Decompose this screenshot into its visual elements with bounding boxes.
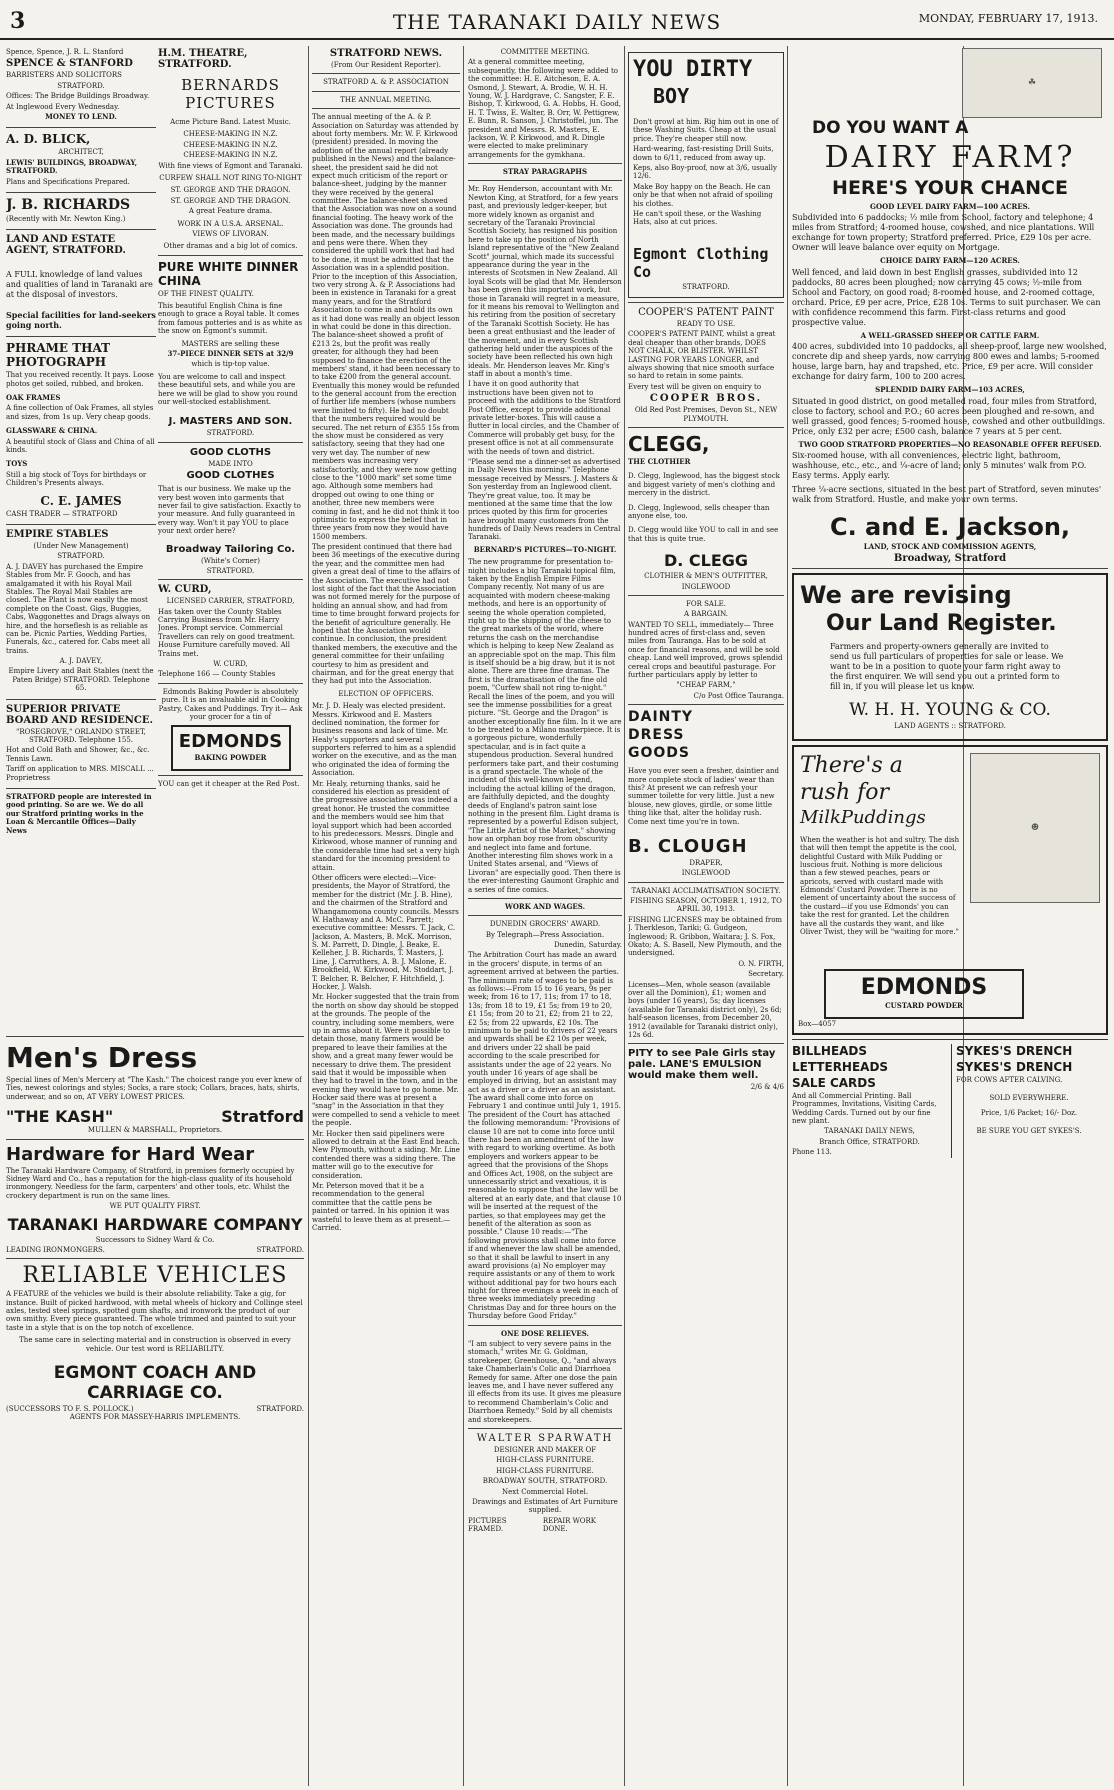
- sparwath-frames: PICTURES FRAMED.: [468, 1516, 507, 1534]
- column-3: [468, 48, 622, 1778]
- sparwath-head: WALTER SPARWATH: [476, 1432, 614, 1444]
- woman-illustration: [970, 753, 1100, 903]
- revise-head2: Our Land Register.: [826, 611, 1057, 637]
- clough-place: INGLEWOOD: [681, 869, 731, 878]
- stray-body-1: Mr. Roy Henderson, accountant with Mr. Newton King, at Stratford, for a few years past, and previously ledger-keeper, but more widely known as organist and secretary of the Taranaki Provincial Scottish Society, has resigned his position here to take up the position of North Island representative of the "New Zealand Scott" journal, which made its successful appearance during the year in the interests of Scotsmen in New Zealand. All loyal Scots will be glad that Mr. Henderson has been given this important work, but those in Taranaki will regret in a measure, for it means his removal to Wellington and his retiring from the position of secretary of the Taranaki Scottish Society. He has been a great enthusiast and the leader of the movement, and in every Scottish gathering held under the auspices of the society have been reflected his own high ideals. Mr. Henderson leaves Mr. King's staff in about a month's time.: [468, 185, 622, 379]
- masthead: [0, 0, 1114, 40]
- stray-body-2: I have it on good authority that instructions have been given not to proceed with the additions to the Stratford Post Office, except to provide additional private letter-boxes. This will cause a flutter in local circles, and the Chamber of Commerce will probably get busy, for the present office is not at all commensurate with the needs of town and district.: [468, 380, 621, 456]
- rush-body: When the weather is hot and sultry. The dish that will then tempt the appetite is the cool, delightful Custard with Milk Pudding or luscious fruit. Nothing is more delicious than a few stewed peaches, pears or apricots, served with custard made with Edmonds' Custard Powder. There is no element of uncertainty about the success of the custard—if you use Edmonds' you can take the rest for granted. Let the children have all the custards they want, and like Oliver Twist, they will be "waiting for more.": [800, 835, 960, 937]
- farm1-body: Subdivided into 6 paddocks; ½ mile from School, factory and telephone; 4 miles from Stratford; 4-roomed house, cowshed, and nice plantations. Will exchange for town property; Stratford preferred. Price, £29 10s per acre. Owner will leave balance over equity on Mortgage.: [792, 213, 1095, 253]
- clegg-body2: D. Clegg, Inglewood, sells cheaper than anyone else, too.: [628, 503, 770, 520]
- glass-head: GLASSWARE & CHINA.: [6, 426, 98, 436]
- curd-tel: Telephone 166 — County Stables: [158, 670, 276, 679]
- phrame-head: PHRAME THAT PHOTOGRAPH: [6, 341, 111, 370]
- spence-inglewood: At Inglewood Every Wednesday.: [6, 102, 120, 111]
- cloths-made: MADE INTO: [208, 459, 253, 468]
- wanted-body: WANTED TO SELL, immediately— Three hundred acres of first-class and, seven miles from Tauranga. Has to be sold at once for financial reasons, and will be sold cheap. Land well improved, grows splendid cereal crops and beautiful pasturage. For further particulars apply by letter to: [628, 620, 783, 680]
- spence-place: STRATFORD.: [57, 81, 105, 90]
- dirty-boy-body3: Keps, also Boy-proof, now at 3/6, usually 12/6.: [633, 163, 777, 181]
- curd-sig: W. CURD,: [213, 660, 248, 669]
- land-agent-body: A FULL knowledge of land values and qualities of land in Taranaki are at the disposal of investors.: [6, 270, 153, 300]
- china-sub: OF THE FINEST QUALITY.: [158, 289, 254, 298]
- cloths-body: That is our business. We make up the very best woven into garments that never fail to give satisfaction. Exactly to your measure. And fully guaranteed in every way. Won't it pay YOU to place your next order here?: [158, 485, 301, 536]
- toys-body: Still a big stock of Toys for birthdays or Children's Presents always.: [6, 470, 147, 488]
- sparwath-line: HIGH-CLASS FURNITURE.: [496, 1456, 594, 1465]
- news-body-4: Mr. Healy, returning thanks, said he considered his election as president of the progressive association was indeed a great honor. He trusted the committee and the members would see him that loyal support which had been accorded to his predecessors. Messrs. Dingle and Kirkwood, whose manner of running and the considerable time had set a very high standard for the incoming president to attain.: [312, 779, 460, 872]
- hardware-body: The Taranaki Hardware Company, of Stratford, in premises formerly occupied by Sidney Ward and Co., has a reputation for the high-class quality of its household ironmongery. Needless for the farm, carpenters' and other tools, etc. Whilst the crockery department is run on the same lines.: [6, 1166, 295, 1200]
- acme-band: Acme Picture Band. Latest Music.: [170, 118, 291, 126]
- mens-dress-body: Special lines of Men's Mercery at "The Kash." The choicest range you ever knew of Ties, newest colorings and styles; Socks, a rare stock; Collars, braces, hats, shirts, underwear, and so on, AT VERY LOWEST PRICES.: [6, 1076, 302, 1101]
- hardware-head: Hardware for Hard Wear: [6, 1143, 255, 1165]
- cooper-firm: COOPER BROS.: [649, 393, 763, 405]
- sykes1: SYKES'S DRENCH: [956, 1043, 1073, 1058]
- committee-body: At a general committee meeting, subsequently, the following were added to the committee: H. E. Aitcheson, E. A. Osmond, J. Stewart, A. Brodie, W. H. H. Young, W. J. Hardgrave, C. Sangster, F. E. Bishop, T. Kirkwood, G. A. Hobbs, H. Good, H. T. Twiss, E. Walter, B. Orr, W. Pettigrew, E. Bunn, R. Sanson, J. Christoffel, jun. The president and Messrs. R. Masters, E. Jackson, W. P. Kirkwood, and R. Dingle were elected to make preliminary arrangements for the gymkhana.: [468, 58, 622, 159]
- vehicles-agents: AGENTS FOR MASSEY-HARRIS IMPLEMENTS.: [69, 1413, 241, 1422]
- bottom-right-ads: [792, 1039, 1108, 1159]
- clegg-role: CLOTHIER & MEN'S OUTFITTER,: [644, 572, 768, 581]
- sparwath-role: DESIGNER AND MAKER OF: [493, 1445, 597, 1454]
- column-4: [628, 48, 784, 1778]
- edmonds-logo-sub: BAKING POWDER: [194, 753, 267, 763]
- news-head: STRATFORD NEWS.: [329, 48, 443, 59]
- land-agent-special: Special facilities for land-seekers going north.: [6, 310, 156, 331]
- land-agent-ad: [6, 234, 156, 330]
- dinner-sets: 37-PIECE DINNER SETS at 32/9: [167, 349, 294, 359]
- dainty-body: Have you ever seen a fresher, daintier and more complete stock of ladies' wear than this? At present we can refresh your summer toilette for very little. Just a new blouse, new gloves, girdle, or some little thing like that, alter the holiday rush. Come next time you're in town.: [628, 767, 780, 826]
- curfew-line: CURFEW SHALL NOT RING TO-NIGHT: [159, 173, 302, 182]
- blick-address: LEWIS' BUILDINGS, BROADWAY, STRATFORD.: [6, 157, 138, 176]
- committee-head: COMMITTEE MEETING.: [500, 48, 590, 56]
- edmonds-custard-logo: [824, 969, 1024, 1018]
- oak-head: OAK FRAMES: [6, 393, 61, 403]
- dairy-q2: DAIRY FARM?: [824, 140, 1076, 175]
- tiptop: which is tip-top value.: [191, 360, 270, 369]
- news-body-1: The annual meeting of the A. & P. Association on Saturday was attended by about forty members. Mr. W. F. Kirkwood (president) presided. In moving the adoption of the annual report (already published in the News) and the balance-sheet, the president said he did not expect much criticism of the report or balance-sheet, judging by the manner they were received by the general committee. The balance-sheet showed that the Association was now on a sound financial footing. The heavy work of the Association was done. The grounds had been made, and the necessary buildings and pens were there. When they considered the uphill work that had had to be done, it must be admitted that the Association was in a splendid position. Prior to the inception of this Association, two very strong A. & P. Associations had been in existence in Taranaki for a great many years, and for the Stratford Association to come in and hold its own as it had done was really an object lesson in what could be done in this direction. The balance-sheet showed a profit of £213 2s, but the profit was really greater, for although they had been supposed to finance the erection of the members' stand, it had been necessary to to take £200 from the general account. Eventually this money would be refunded to the general account from the erection of further life members (whose numbers were limited to fifty). He had no doubt that the numbers required would be secured. The net return of £355 15s from the show must be considered as very satisfactory, seeing that they had one very wet day. The number of new members was increasing very satisfactorily, and they were now getting close to the "1000 mark" set some time ago. Although some members had dropped out owing to one thing or another, three new members were coming in fast, and he did not think it too optimistic to express the belief that in three years from now they would have 1500 members.: [312, 113, 460, 541]
- cheese-line: CHEESE-MAKING IN N.Z.: [183, 151, 278, 160]
- billheads-phone: Phone 113.: [792, 1148, 832, 1157]
- news-sub: (From Our Resident Reporter).: [331, 61, 441, 69]
- james-ad: [6, 341, 156, 518]
- sykes-ad: [952, 1044, 1102, 1159]
- sykes2: SYKES'S DRENCH: [956, 1059, 1073, 1074]
- phrame-body: That you received recently. It pays. Loose photos get soiled, rubbed, and broken.: [6, 371, 154, 388]
- welcome: You are welcome to call and inspect these beautiful sets, and while you are here we will be glad to show you round our well-stocked establishment.: [158, 372, 298, 406]
- spence-names: Spence, Spence, J. R. L. Stanford: [6, 48, 124, 56]
- sparwath-next: Next Commercial Hotel.: [501, 1487, 589, 1496]
- blick-ad: [6, 132, 156, 186]
- clegg-body3: D. Clegg would like YOU to call in and see that this is quite true.: [628, 526, 779, 543]
- richards-name: J. B. RICHARDS: [6, 196, 131, 213]
- dirty-boy-body4: Make Boy happy on the Beach. He can only be that when not afraid of spoiling his clothes.: [633, 182, 773, 208]
- james-name: C. E. JAMES: [40, 493, 122, 508]
- farm4-head: SPLENDID DAIRY FARM—103 ACRES,: [875, 385, 1025, 395]
- assoc-head: STRATFORD A. & P. ASSOCIATION: [323, 78, 449, 87]
- george-line: ST. GEORGE AND THE DRAGON.: [170, 196, 291, 205]
- egmont-place: STRATFORD.: [682, 282, 730, 291]
- sparwath-repair: REPAIR WORK DONE.: [542, 1516, 597, 1534]
- bernard-body: The new programme for presentation to-night includes a big Taranaki topical film, taken by the English Empire Films Company recently. Not many of us are acquainted with modern cheese-making methods, and here is an opportunity of seeing the whole operation completed, right up to the shipping of the cheese to the great markets of the world, where returns the cash on the merchandise which is helping to keep New Zealand as an appreciable spot on the map. This film is itself should be a big draw, but it is not alone. There are three fine dramas. The first is the dramatisation of the fine old poem, "Curfew shall not ring to-night." Recall the lines of the poem, and you will see the immense possibilities for a great picture. "St. George and the Dragon" is another exceptionally fine film. In it we are to be treated to a Milano masterpiece. It is a gorgeous picture, wonderfully spectacular, and is in fact quite a stupendous production. Several hundred performers take part, and their costuming is a grand spectacle. The whole of the incident of this well-known legend, including the actual killing of the dragon, are faithfully depicted, and the doughty deeds of England's patron saint lose nothing in the present film. Light drama is represented by a powerful Edison subject, "The Little Artist of the Market," showing how an orphan boy rose from obscurity and neglect into fame and fortune. Another interesting film shows work in a United States arsenal, and "Views of Livoran" are especially good. Then there is the ever-interesting Gaumont Graphic and a series of fine comics.: [468, 558, 622, 894]
- young-role: LAND AGENTS :: STRATFORD.: [894, 722, 1006, 731]
- empire-place: STRATFORD.: [57, 552, 105, 561]
- bernard-head: BERNARD'S PICTURES—TO-NIGHT.: [473, 544, 617, 554]
- farm3-head: A WELL-GRASSED SHEEP OR CATTLE FARM.: [860, 330, 1040, 340]
- toys-head: TOYS: [6, 459, 28, 469]
- egmont-name: Egmont Clothing Co: [633, 244, 769, 281]
- cooper-body: COOPER'S PATENT PAINT, whilst a great deal cheaper than other brands, DOES NOT CHALK, OR BLISTER. WHILST LASTING FOR YEARS LONGER, and always showing that nice smooth surface so hard to retain in some paints.: [628, 330, 776, 381]
- edmonds2-text: EDMONDS: [860, 975, 988, 1001]
- farm6-body: Three ¼-acre sections, situated in the best part of Stratford, seven minutes' walk from Stratford. Hustle, and make your own terms.: [792, 484, 1102, 504]
- column-rule: [308, 46, 309, 1786]
- farm5-body: Six-roomed house, with all conveniences, electric light, bathroom, washhouse, etc., etc., and ¼-acre of land; only 5 minutes' walk from P.O. Easy terms. Apply early.: [792, 450, 1087, 480]
- curd-body: Has taken over the County Stables Carrying Business from Mr. Harry Jones. Prompt service. Commercial Travellers can rely on good treatment. House Furniture carefully moved. All Trains met.: [158, 607, 295, 658]
- stray-body-3: "Please send me a dinner-set as advertised in Daily News this morning." Telephone message received by Messrs. J. Masters & Son yesterday from an Inglewood client. They're great value, too. It may be mentioned at the same time that the low prices quoted by this firm for groceries have brought many customers from the hundreds of Daily News readers in Central Taranaki.: [468, 457, 621, 542]
- spence-firm: SPENCE & STANFORD: [6, 58, 133, 70]
- lower-left-section: [6, 1032, 304, 1782]
- revise-body: Farmers and property-owners generally are invited to send us full particulars of properties for sale or lease. We want to be in a position to quote your farm right away to the first enquirer. We will send you out a printed form to fill in, if you will please let us know.: [830, 642, 1064, 692]
- oak-body: A fine collection of Oak Frames, all styles and sizes, from 1s up. Very cheap goods.: [6, 404, 154, 421]
- wages-head: WORK AND WAGES.: [504, 901, 586, 911]
- forsale-head: FOR SALE.: [686, 599, 726, 608]
- theatre-head: H.M. THEATRE, STRATFORD.: [158, 48, 248, 70]
- edmonds-logo-text: EDMONDS: [178, 731, 283, 753]
- superior-head: SUPERIOR PRIVATE BOARD AND RESIDENCE.: [6, 703, 153, 726]
- dairy-q3: HERE'S YOUR CHANCE: [832, 177, 1068, 199]
- pity-text: PITY to see Pale Girls stay pale. LANE'S EMULSION would make them well.: [628, 1048, 776, 1082]
- broadway-name: Broadway Tailoring Co.: [165, 543, 296, 555]
- edmonds-text: Edmonds Baking Powder is absolutely pure. It is an invaluable aid in Cooking Pastry, Cakes and Puddings. Try it— Ask your grocer for a tin of: [158, 687, 303, 721]
- sparwath-line: HIGH-CLASS FURNITURE.: [496, 1466, 594, 1475]
- news-body-6: Mr. Hocker suggested that the train from the north on show day should be stopped at the grounds. The people of the country, including some members, were up in arms about it. Were it possible to detain those, many farmers would be prepared to leave their families at the show, and a great many fewer would be necessary to drive them. The president said that it would be impossible when they had to travel in the town, and in the evening they would have to go home. Mr. Hocker said there was at present a "snag" in the Association in that they were compelled to send a vehicle to meet the people.: [312, 993, 460, 1128]
- farm3-body: 400 acres, subdivided into 10 paddocks, all sheep-proof, large new woolshed, concrete dip and sheep yards, now carrying 800 ewes and lambs; 5-roomed house, large barn, hay and trapshed, etc. Price, £9 per acre. Will consider exchange for dairy farm, 100 to 200 acres.: [792, 342, 1107, 382]
- empire-body: A. J. DAVEY has purchased the Empire Stables from Mr. F. Gooch, and has amalgamated it with his Royal Mail Stables. The Royal Mail Stables are closed. The Plant is now easily the most complete on the Coast. Gigs, Buggies, Cabs, Waggonettes and Drags always on hire, and the horseflesh is as reliable as can be. Picnic Parties, Wedding Parties, Funerals, &c., catered for. Cabs meet all trains.: [6, 562, 151, 655]
- superior-tariff: Tariff on application to MRS. MISCALL ... Proprietress: [6, 765, 154, 782]
- hardware-place: STRATFORD.: [256, 1245, 304, 1254]
- empire-head: EMPIRE STABLES: [6, 528, 109, 540]
- clegg-name: D. CLEGG: [663, 551, 749, 571]
- rush1: There's a: [800, 752, 903, 778]
- dose-body: "I am subject to very severe pains in the stomach," writes Mr. G. Goldman, storekeeper, Greenhouse, Q., "and always take Chamberlain's Colic and Diarrhoea Remedy for same. After one dose the pain leaves me, and I have never suffered any ill effects from its use. It gives me pleasure to recommend Chamberlain's Colic and Diarrhoea Remedy." Sold by all chemists and storekeepers.: [468, 1340, 622, 1424]
- farm2-body: Well fenced, and laid down in best English grasses, subdivided into 12 paddocks, 80 acres been ploughed; now carrying 45 cows; ½-mile from School and Factory, on good road; 8-roomed house, and 2-roomed cottage, orchard. Price, £9 per acre, Price, £28 10s. Terms to suit purchaser. We can with confidence recommend this farm. First-class returns and good prospective value.: [792, 267, 1101, 327]
- news-body-8: Mr. Peterson moved that it be a recommendation to the general committee that the cattle pens be painted or tarred. In his opinion it was wasteful to leave them as at present.—Carried.: [312, 1182, 451, 1232]
- column-5: [792, 48, 1108, 1778]
- richards-ad: [6, 197, 156, 223]
- portrait-icon: ☻: [1030, 822, 1040, 833]
- bargain-head: A BARGAIN.: [683, 610, 729, 619]
- wanted-sig2: C/o Post Office Tauranga.: [693, 691, 784, 700]
- wages-body: The Arbitration Court has made an award in the grocers' dispute, in terms of an agreement arrived at between the parties. The minimum rate of wages to be paid is as follows:—From 15 to 16 years, 9s per week; from 16 to 17, 11s; from 17 to 18, 13s; from 18 to 19, £1 5s; from 19 to 20, £1 15s; from 20 to 21, £2; from 21 to 22, £2 5s; from 22 upwards, £2 10s. The minimum to be paid to drivers of 22 years and upwards shall be £2 10s per week, and drivers under 22 shall be paid according to the scale prescribed for assistants under the age of 22 years. No youth under 16 years of age shall be employed in driving, but an assistant may act as a driver or a driver as an assistant. The award shall come into force on February 1 and continue until July 1, 1915. The president of the Court has attached the following memorandum: "Provisions of clause 10 are not to come into force until there has been an amendment of the law with regard to working overtime. As both employers and workers appear to be agreed that the provisions of the Shops and Offices Act, 1908, on the subject are unnecessarily strict and vexatious, it is reasonable to suppose that the law will be altered at an early date, and that clause 10 will be inserted at the request of the parties, so that employees may get the benefit of the alteration as soon as possible." Clause 10 reads:—"The following provisions shall come into force if and whenever the law shall be amended, so that it shall be lawful to insert in any award provisions (a) No employer may require assistants or any of them to work without additional pay for two hours each night for three evenings a week in each of three weeks immediately preceding Christmas Day and for three hours on the Thursday before Good Friday.": [468, 951, 622, 1321]
- dirty-boy-body2: Hard-wearing, fast-resisting Drill Suits, down to 6/11, reduced from away up.: [633, 145, 774, 162]
- masters-selling: MASTERS are selling these: [181, 339, 280, 348]
- billheads-ad: [792, 1044, 952, 1159]
- sparwath-addr: BROADWAY SOUTH, STRATFORD.: [482, 1477, 608, 1486]
- news-body-7: Mr. Hocker then said pipeliners were allowed to detrain at the East End beach. New Plymouth, without a siding. Mr. Line contended there was a siding there. The matter will go to the executive for consideration.: [312, 1129, 460, 1180]
- annual-head: THE ANNUAL MEETING.: [340, 95, 432, 104]
- billheads3: SALE CARDS: [792, 1075, 876, 1090]
- accl-sig: O. N. FIRTH,: [738, 959, 784, 968]
- dainty-head: DRESS: [628, 727, 685, 744]
- billheads-office: Branch Office, STRATFORD.: [819, 1137, 920, 1146]
- dairy-q1: DO YOU WANT A: [812, 118, 969, 138]
- bernards-title: BERNARDS PICTURES: [181, 76, 280, 112]
- clegg-sub: THE CLOTHIER: [628, 456, 691, 466]
- edmonds-logo: [171, 725, 291, 770]
- column-rule: [787, 46, 788, 1786]
- billheads-sig: TARANAKI DAILY NEWS,: [824, 1127, 915, 1136]
- box-number: Box—4057: [798, 1020, 837, 1029]
- clough-name: B. CLOUGH: [628, 835, 748, 857]
- cloths-head: GOOD CLOTHS: [189, 446, 272, 458]
- hardware-company: TARANAKI HARDWARE COMPANY: [7, 1214, 303, 1234]
- news-body-2: The president continued that there had been 36 meetings of the executive during the year, and the committee men had given a great deal of time to the affairs of the Association. The executive had not lost sight of the fact that the Association was not formed merely for the purpose of holding an annual show, and had from time to time brought forward projects for the benefit of agriculture generally. He hoped that the Association would continue. In conclusion, the president thanked members, the executive and the general committee for their unfailing courtesy to him as president and chairman, and for the great energy that they had put into the Association.: [312, 543, 460, 686]
- dairy-illustration: [962, 48, 1102, 118]
- masters-place: STRATFORD.: [206, 429, 255, 438]
- jackson-place: Broadway, Stratford: [893, 553, 1007, 565]
- news-body-5: Other officers were elected:—Vice-presidents, the Mayor of Stratford, the member for the district (Mr. J. B. Hine), and the chairmen of the Stratford and Whangamomona county councils. Messrs W. Hathaway and A. McC. Parrett; executive committee: Messrs. T. Jack, C. Jackson, A. Masters, B. McK. Morrison, S. M. Parrett, D. Dingle, J. Beake, E. Kelleher, J. B. Richards, T. Masters, J. Line, J. Carruthers, A. B. J. Malone, E. Brookfield, W. Kirkwood, M. Stoddart, J. T. Belcher, R. Belcher, F. Hitchfield, J. Hocker, J. Walsh.: [312, 873, 459, 992]
- stray-head: STRAY PARAGRAPHS: [502, 167, 588, 177]
- milk-puddings-ad: [792, 745, 1108, 1035]
- sparwath-draw: Drawings and Estimates of Art Furniture supplied.: [472, 1497, 618, 1515]
- empire-stables-ad: [6, 529, 156, 693]
- curd-role: LICENSED CARRIER, STRATFORD,: [166, 597, 295, 606]
- blick-name: A. D. BLICK,: [6, 132, 91, 147]
- curd-head: W. CURD,: [158, 584, 212, 596]
- empire-sig: A. J. DAVEY,: [59, 657, 103, 666]
- farm1-head: GOOD LEVEL DAIRY FARM—100 ACRES.: [870, 202, 1030, 211]
- sykes-sure: BE SURE YOU GET SYKES'S.: [976, 1126, 1082, 1135]
- cooper-ready: READY TO USE.: [676, 320, 736, 329]
- farm2-head: CHOICE DAIRY FARM—120 ACRES.: [880, 256, 1020, 266]
- broadway-place: STRATFORD.: [206, 566, 255, 575]
- column-rule: [624, 46, 625, 1786]
- blick-role: ARCHITECT,: [58, 148, 104, 157]
- dirty-boy-body5: He can't spoil these, or the Washing Hats, also at cut prices.: [633, 209, 762, 227]
- dose-head: ONE DOSE RELIEVES.: [501, 1328, 589, 1338]
- spence-offices: Offices: The Bridge Buildings Broadway.: [6, 92, 150, 101]
- broadway-sub: (White's Corner): [200, 556, 260, 565]
- empire-sub: (Under New Management): [33, 541, 129, 550]
- newspaper-title: THE TARANAKI DAILY NEWS: [392, 10, 722, 34]
- farm5-head: TWO GOOD STRATFORD PROPERTIES—NO REASONABLE OFFER REFUSED.: [798, 439, 1102, 449]
- cheese-line: CHEESE-MAKING IN N.Z.: [183, 140, 278, 149]
- wages-sub: DUNEDIN GROCERS' AWARD.: [489, 920, 601, 929]
- sykes-sold: SOLD EVERYWHERE.: [989, 1094, 1069, 1103]
- hardware-succ: Successors to Sidney Ward & Co.: [95, 1235, 215, 1244]
- glass-body: A beautiful stock of Glass and China of all kinds.: [6, 437, 155, 455]
- revising-ad: [792, 573, 1108, 740]
- vehicles-same: The same care in selecting material and in construction is observed in every vehicle. Our test word is RELIABILITY.: [19, 1336, 291, 1353]
- billheads1: BILLHEADS: [792, 1043, 868, 1058]
- kash-sub: MULLEN & MARSHALL, Proprietors.: [87, 1126, 223, 1135]
- dirty-boy-head2: BOY: [653, 84, 690, 108]
- kash-name: "THE KASH": [6, 1107, 114, 1127]
- spence-ad: [6, 48, 156, 121]
- billheads2: LETTERHEADS: [792, 1059, 889, 1074]
- hardware-leading: LEADING IRONMONGERS.: [6, 1245, 105, 1254]
- superior-board-ad: [6, 704, 156, 782]
- news-body-3: Mr. J. D. Healy was elected president. Messrs. Kirkwood and E. Masters declined nomination, the former for business reasons and lack of time. Mr. Healy's supporters and several supporters referred to him as a splendid worker on the executive, and as the man who originated the idea of forming the Association.: [312, 702, 457, 778]
- empire-sig2: Empire Livery and Bait Stables (next the Paten Bridge) STRATFORD. Telephone 65.: [8, 667, 154, 693]
- cooper-test: Every test will be given on enquiry to: [628, 382, 762, 391]
- cooper-addr: Old Red Post Premises, Devon St., NEW PLYMOUTH.: [634, 406, 778, 423]
- dainty-head: GOODS: [628, 745, 690, 762]
- young-name: W. H. H. YOUNG & CO.: [849, 700, 1051, 721]
- vehicles-body: A FEATURE of the vehicles we build is their absolute reliability. Take a gig, for instance. Built of picked hardwood, with metal wheels of hickory and Collinge steel axles, tested steel springs, spotted gum shafts, and ironwork the product of our own smithy. Every piece guaranteed. The whole trimmed and painted to suit your taste in a style that is on the top notch of excellence.: [6, 1290, 303, 1332]
- column-stratford-news: [312, 48, 460, 1778]
- clough-role: DRAPER,: [689, 858, 723, 867]
- kash-place: Stratford: [221, 1107, 304, 1127]
- clegg-place: INGLEWOOD: [681, 582, 731, 591]
- land-agent-head: LAND AND ESTATE AGENT, STRATFORD.: [6, 234, 126, 257]
- vehicles-company: EGMONT COACH AND CARRIAGE CO.: [53, 1363, 257, 1404]
- wages-dateline: Dunedin, Saturday.: [554, 941, 622, 950]
- dainty-head: DAINTY: [628, 709, 694, 726]
- accl-sec: Secretary.: [748, 970, 784, 979]
- farm4-body: Situated in good district, on good metalled road, four miles from Stratford, close to factory, school and P.O.; 60 acres been ploughed and re-sown, and well grassed, good fences; 5-roomed house, cowshed and other outbuildings. Price, only £32 per acre; £500 cash, balance 7 years at 5 per cent.: [792, 396, 1106, 436]
- mens-dress-head: Men's Dress: [6, 1041, 198, 1074]
- feature-line: A great Feature drama.: [188, 207, 273, 216]
- cheese-line: CHEESE-MAKING IN N.Z.: [183, 130, 278, 139]
- masters-name: J. MASTERS AND SON.: [168, 416, 293, 428]
- jackson-role: LAND, STOCK AND COMMISSION AGENTS,: [863, 541, 1037, 551]
- election-head: ELECTION OF OFFICERS.: [338, 689, 434, 698]
- work-line: WORK IN A U.S.A. ARSENAL.: [177, 219, 284, 228]
- vehicles-succ: (SUCCESSORS TO F. S. POLLOCK.): [6, 1405, 134, 1414]
- revise-head1: We are revising: [800, 581, 1012, 610]
- accl-body: FISHING LICENSES may be obtained from J. Therkleson, Tariki; G. Gudgeon, Inglewood; R. Gribbon, Waitara; J. S. Fox, Okato; A. S. Basell, New Plymouth, and the undersigned.: [628, 915, 783, 958]
- rush3: MilkPuddings: [800, 806, 926, 828]
- dirty-boy-ad: [628, 52, 784, 298]
- vehicles-head: RELIABLE VEHICLES: [22, 1263, 288, 1289]
- picture-icon: ☘: [1027, 78, 1037, 88]
- dirty-boy-body: Don't growl at him. Rig him out in one of these Washing Suits. Cheap at the usual price. They're cheaper still now.: [633, 118, 779, 143]
- column-rule: [463, 46, 464, 1786]
- column-1b: [158, 48, 303, 1028]
- redpost: YOU can get it cheaper at the Red Post.: [158, 779, 300, 788]
- billheads-body: And all Commercial Printing. Ball Programmes, Invitations, Visiting Cards, Wedding Cards. Turned out by our fine new plant.: [792, 1091, 937, 1125]
- richards-note: (Recently with Mr. Newton King.): [6, 214, 126, 223]
- superior-addr: "ROSEGROVE," ORLANDO STREET, STRATFORD. Telephone 155.: [16, 727, 146, 745]
- other-line: Other dramas and a big lot of comics.: [163, 242, 298, 251]
- rush2: rush for: [800, 779, 890, 805]
- edmonds2-sub: CUSTARD POWDER: [885, 1001, 963, 1011]
- spence-role: BARRISTERS AND SOLICITORS: [6, 71, 122, 80]
- vehicles-place: STRATFORD.: [256, 1405, 304, 1414]
- accl-head: TARANAKI ACCLIMATISATION SOCIETY.: [631, 886, 781, 895]
- superior-body: Hot and Cold Bath and Shower, &c., &c. Tennis Lawn.: [6, 746, 150, 763]
- george-line: ST. GEORGE AND THE DRAGON.: [170, 186, 291, 195]
- china-body: This beautiful English China is fine enough to grace a Royal table. It comes from famous potteries and is as white as the snow on Egmont's summit.: [158, 302, 303, 336]
- hardware-quality: WE PUT QUALITY FIRST.: [109, 1202, 201, 1211]
- dirty-boy-head: YOU DIRTY: [633, 57, 753, 82]
- stratford-people-notice: STRATFORD people are interested in good printing. So are we. We do all our Stratford printing works in the Loan & Mercantile Offices—Daily News: [6, 791, 152, 835]
- clothes-head: GOOD CLOTHES: [186, 470, 275, 482]
- sykes-price: Price, 1/6 Packet; 16/- Doz.: [980, 1108, 1078, 1117]
- views-line: With fine views of Egmont and Taranaki.: [158, 161, 303, 170]
- sykes-sub: FOR COWS AFTER CALVING.: [956, 1075, 1063, 1084]
- page-number: 3: [10, 8, 26, 34]
- spence-money: MONEY TO LEND.: [45, 111, 117, 121]
- clegg-body1: D. Clegg, Inglewood, has the biggest stock and biggest variety of men's clothing and mercery in the district.: [628, 472, 780, 498]
- china-head: PURE WHITE DINNER CHINA: [158, 259, 299, 288]
- clegg-head: CLEGG,: [628, 431, 710, 456]
- james-sub: CASH TRADER — STRATFORD: [6, 509, 118, 518]
- wanted-sig: "CHEAP FARM,": [676, 681, 736, 690]
- wages-tel: By Telegraph—Press Association.: [485, 930, 605, 939]
- pity-price: 2/6 & 4/6: [750, 1083, 784, 1092]
- views2-line: VIEWS OF LIVORAN.: [192, 229, 269, 238]
- issue-date: MONDAY, FEBRUARY 17, 1913.: [918, 12, 1098, 25]
- cooper-head: COOPER'S PATENT PAINT: [638, 307, 774, 319]
- blick-plans: Plans and Specifications Prepared.: [6, 177, 130, 186]
- accl-season: FISHING SEASON, OCTOBER 1, 1912, TO APRIL 30, 1913.: [630, 897, 782, 914]
- jackson-name: C. and E. Jackson,: [829, 512, 1071, 541]
- accl-fees: Licenses—Men, whole season (available over all the Dominion), £1; women and boys (under 16 years), 5s; day licenses (available for Taranaki district only), 2s 6d; half-season licenses, from December 20, 1912 (available for Taranaki district only), 12s 6d.: [628, 980, 782, 1039]
